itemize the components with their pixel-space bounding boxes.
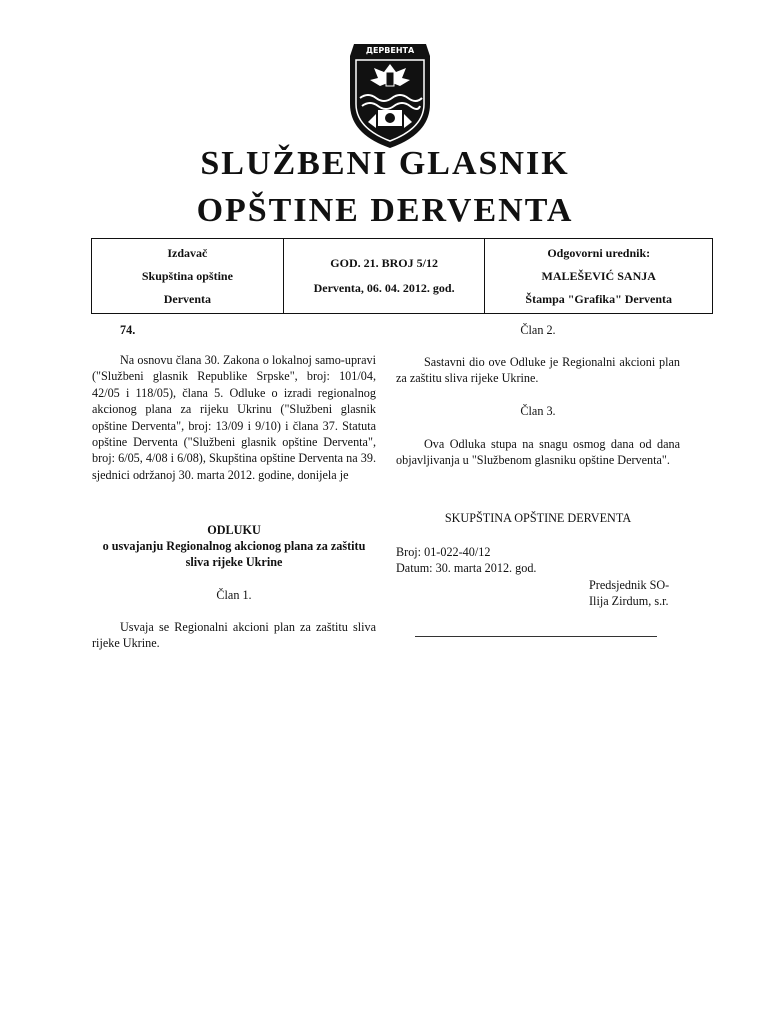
article-1-text: Usvaja se Regionalni akcioni plan za zaštitu sliva rijeke Ukrine. [92, 620, 376, 651]
masthead-title-line1: SLUŽBENI GLASNIK [200, 145, 570, 182]
item-number: 74. [120, 323, 136, 337]
signatory-title: Predsjednik SO- [589, 578, 670, 592]
article-2-heading: Član 2. [520, 323, 556, 337]
article-2-text: Sastavni dio ove Odluke je Regionalni akcioni plan za zaštitu sliva rijeke Ukrine. [396, 355, 680, 386]
crest-banner-text: ДЕРВЕНТА [365, 46, 415, 55]
editor-cell [484, 239, 712, 313]
signature-line [415, 636, 657, 637]
masthead-title-line2: OPŠTINE DERVENTA [196, 192, 574, 229]
decision-subtitle: o usvajanju Regionalnog akcionog plana za zaštitu sliva rijeke Ukrine [102, 539, 366, 570]
reference-date: Datum: 30. marta 2012. god. [396, 561, 537, 575]
publisher-cell [92, 239, 283, 313]
issue-cell [283, 239, 485, 313]
editor-label: Odgovorni urednik: [547, 245, 651, 260]
print-info: Štampa "Grafika" Derventa [525, 291, 673, 306]
article-1-heading: Član 1. [216, 588, 252, 602]
publisher-label: Izdavač [167, 245, 208, 260]
signatory-name: Ilija Zirdum, s.r. [589, 594, 669, 608]
intro-paragraph: Na osnovu člana 30. Zakona o lokalnoj samo-upravi ("Službeni glasnik Republike Srpske", broj: 101/04, 42/05 i 118/05), člana 5. Odluke o izradi regionalnog akcionog plana za rijeku Ukrinu ("Službeni glasnik opštine Derventa", broj: 13/09 i 9/10) i člana 37. Statuta opštine Derventa ("Službeni glasnik opštine Derventa", broj: 6/05, 4/08 i 6/08), Skupština opštine Derventa na 39. sjednici održanoj 30. marta 2012. godine, donijela je [92, 353, 376, 482]
issue-number: GOD. 21. BROJ 5/12 [330, 256, 438, 270]
municipal-crest [344, 42, 436, 150]
issue-date: Derventa, 06. 04. 2012. god. [313, 281, 455, 295]
decision-title: ODLUKU [207, 523, 261, 537]
reference-number: Broj: 01-022-40/12 [396, 545, 491, 559]
article-3-text: Ova Odluka stupa na snagu osmog dana od dana objavljivanja u "Službenom glasniku opštine Derventa". [396, 437, 680, 468]
editor-name: MALEŠEVIĆ SANJA [541, 268, 656, 283]
masthead-info-table [91, 238, 713, 314]
publisher-place: Derventa [163, 291, 212, 306]
article-3-heading: Član 3. [520, 404, 556, 418]
publisher-name: Skupština opštine [141, 268, 233, 283]
assembly-name: SKUPŠTINA OPŠTINE DERVENTA [444, 511, 632, 525]
